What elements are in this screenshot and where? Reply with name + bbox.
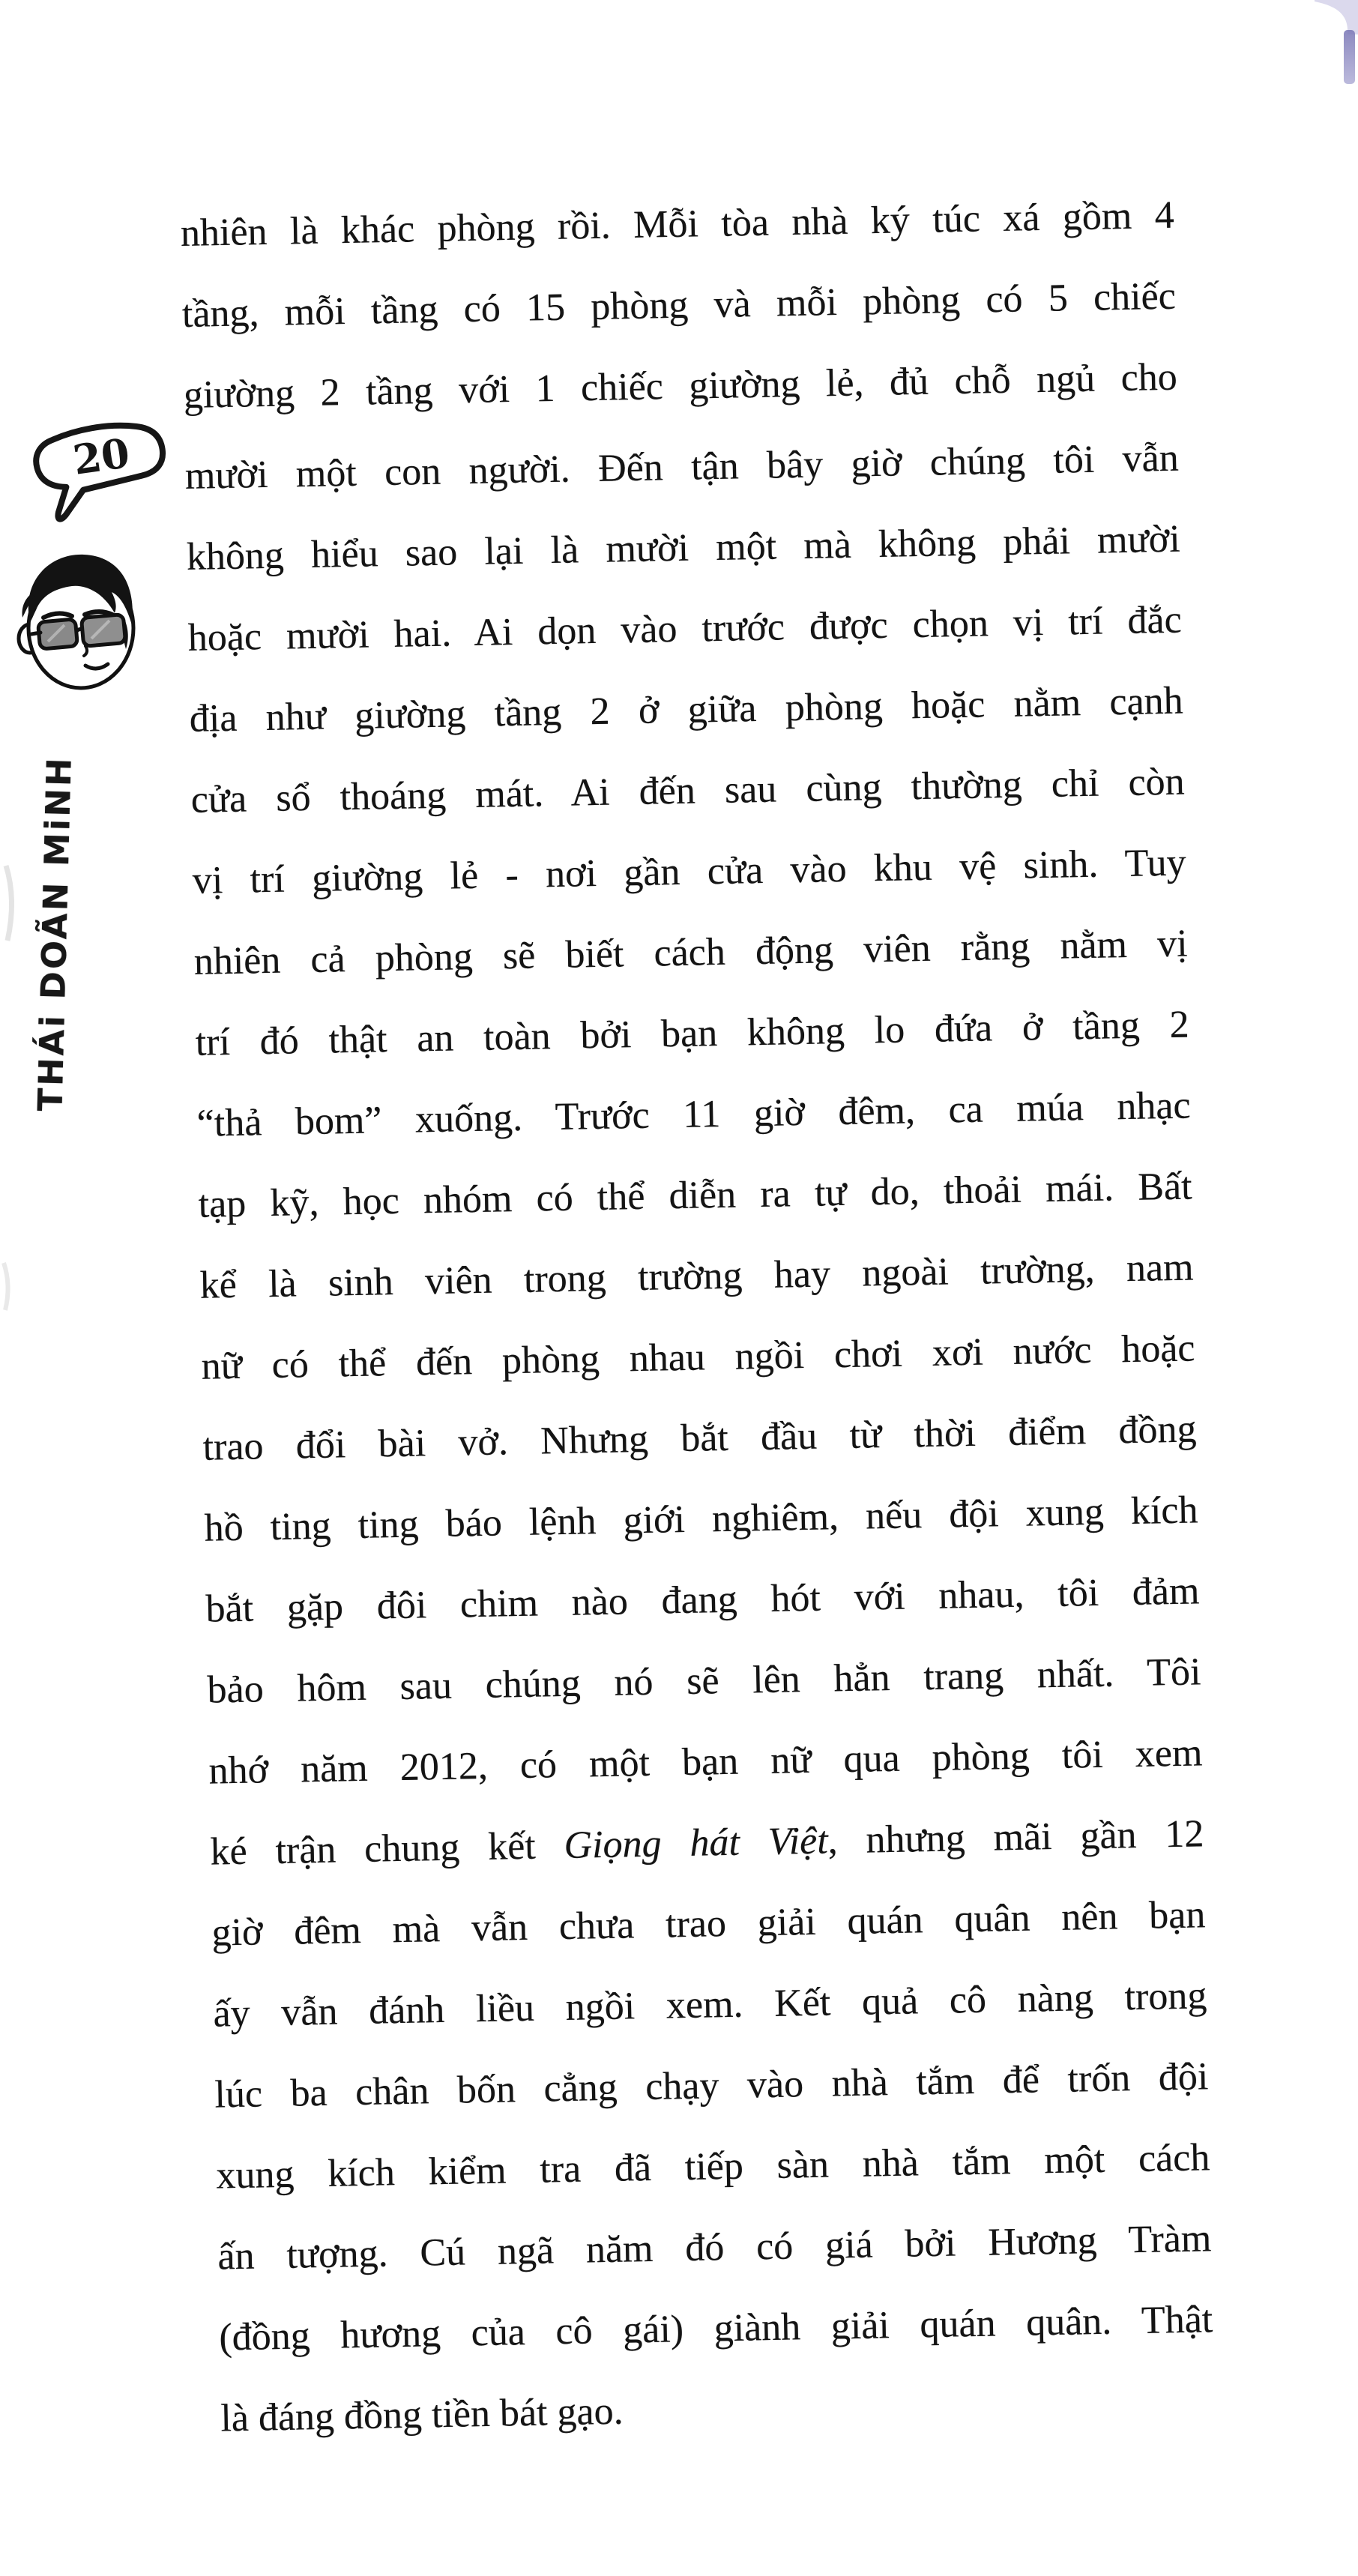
text-line: xung kích kiểm tra đã tiếp sàn nhà tắm một cách — [215, 2136, 1210, 2198]
text-line: kể là sinh viên trong trường hay ngoài trường, nam — [199, 1246, 1195, 1307]
text-line: nhớ năm 2012, có một bạn nữ qua phòng tôi xem — [208, 1731, 1203, 1793]
text-line: (đồng hương của cô gái) giành giải quán quân. Thật — [218, 2298, 1213, 2359]
text-line: giường 2 tầng với 1 chiếc giường lẻ, đủ chỗ ngủ cho — [183, 355, 1178, 417]
text-line: hồ ting ting báo lệnh giới nghiêm, nếu đội xung kích — [204, 1488, 1198, 1550]
text-line: tạp kỹ, học nhóm có thể diễn ra tự do, thoải mái. Bất — [198, 1165, 1193, 1226]
author-name-vertical: THÁi DOÃN MiNH — [30, 755, 79, 1112]
text-line: bắt gặp đôi chim nào đang hót với nhau, tôi đảm — [205, 1569, 1200, 1631]
text-line: ấy vẫn đánh liều ngồi xem. Kết quả cô nàng trong — [212, 1974, 1207, 2036]
text-line: địa như giường tầng 2 ở giữa phòng hoặc nằm cạnh — [189, 679, 1184, 740]
author-avatar-icon — [12, 547, 141, 703]
text-line: trao đổi bài vở. Nhưng bắt đầu từ thời điểm đồng — [202, 1408, 1197, 1469]
text-segment: ké trận chung kết — [210, 1824, 565, 1874]
page-text — [180, 175, 1215, 2460]
text-line: vị trí giường lẻ - nơi gần cửa vào khu vệ sinh. Tuy — [192, 841, 1187, 902]
text-line: lúc ba chân bốn cẳng chạy vào nhà tắm để trốn đội — [214, 2055, 1209, 2117]
show-title-italic: Giọng hát Việt — [564, 1819, 829, 1867]
text-line: nhiên là khác phòng rồi. Mỗi tòa nhà ký túc xá gồm 4 — [180, 193, 1175, 255]
text-line: cửa sổ thoáng mát. Ai đến sau cùng thường chỉ còn — [190, 760, 1186, 821]
text-line: trí đó thật an toàn bởi bạn không lo đứa ở tầng 2 — [195, 1003, 1190, 1064]
scan-noise-marks — [0, 0, 30, 2576]
text-line: “thả bom” xuống. Trước 11 giờ đêm, ca múa nhạc — [196, 1084, 1192, 1145]
text-line: giờ đêm mà vẫn chưa trao giải quán quân nên bạn — [211, 1893, 1206, 1955]
text-line: nữ có thể đến phòng nhau ngồi chơi xơi nước hoặc — [201, 1327, 1195, 1388]
text-line: tầng, mỗi tầng có 15 phòng và mỗi phòng có 5 chiếc — [181, 274, 1177, 336]
text-line: là đáng đồng tiền bát gạo. — [220, 2389, 624, 2440]
text-line: hoặc mười hai. Ai dọn vào trước được chọn vị trí đắc — [187, 598, 1183, 660]
text-line: bảo hôm sau chúng nó sẽ lên hẳn trang nhất. Tôi — [207, 1650, 1201, 1712]
text-line: ấn tượng. Cú ngã năm đó có giá bởi Hương Tràm — [217, 2217, 1212, 2278]
text-line: mười một con người. Đến tận bây giờ chúng tôi vẫn — [184, 436, 1180, 498]
text-line: không hiểu sao lại là mười một mà không phải mười — [186, 517, 1181, 579]
text-line: nhiên cả phòng sẽ biết cách động viên rằng nằm vị — [193, 922, 1189, 983]
page-corner-artifact — [1304, 0, 1358, 99]
text-segment: , nhưng mãi gần 12 — [827, 1812, 1204, 1862]
page-number-bubble — [22, 405, 180, 562]
page-number: 20 — [70, 429, 133, 484]
